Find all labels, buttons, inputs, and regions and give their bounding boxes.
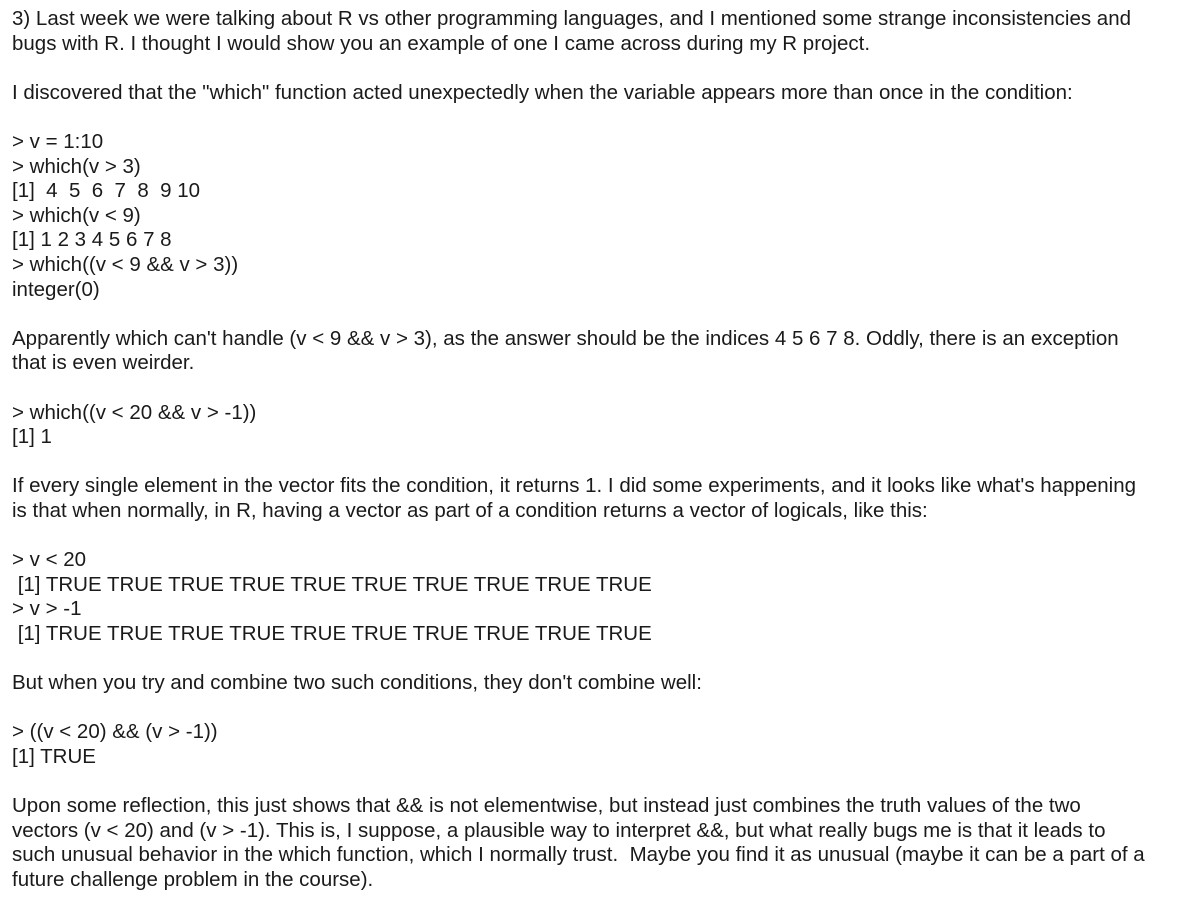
code-block-which — [12, 130, 1192, 302]
paragraph-combine — [12, 671, 1192, 696]
code-line: > which(v < 9) — [12, 203, 141, 227]
paragraph-apparently — [12, 327, 1192, 376]
text-line: future challenge problem in the course). — [12, 867, 374, 891]
text-line: Apparently which can't handle (v < 9 && v > 3), as the answer should be the indices 4 5 6 7 8. Oddly, there is an exception — [12, 326, 1119, 350]
paragraph-experiments — [12, 474, 1192, 523]
text-line: Upon some reflection, this just shows that && is not elementwise, but instead just combines the truth values of the two — [12, 794, 1081, 817]
text-line: bugs with R. I thought I would show you an example of one I came across during my R project. — [12, 31, 871, 55]
code-line: [1] TRUE TRUE TRUE TRUE TRUE TRUE TRUE TRUE TRUE TRUE — [12, 572, 652, 596]
paragraph-intro — [12, 7, 1192, 56]
code-line: [1] TRUE TRUE TRUE TRUE TRUE TRUE TRUE TRUE TRUE TRUE — [12, 621, 652, 645]
text-line: 3) Last week we were talking about R vs other programming languages, and I mentioned some strange inconsistencies and — [12, 7, 1132, 30]
text-line: such unusual behavior in the which function, which I normally trust. Maybe you find it as unusual (maybe it can be a part of a — [12, 843, 1145, 867]
code-line: [1] 1 — [12, 425, 52, 449]
text-line: that is even weirder. — [12, 351, 195, 375]
text-line: But when you try and combine two such conditions, they don't combine well: — [12, 671, 702, 695]
paragraph-discovery — [12, 81, 1192, 106]
code-line: > ((v < 20) && (v > -1)) — [12, 720, 218, 744]
code-line: [1] 1 2 3 4 5 6 7 8 — [12, 228, 172, 252]
text-line: vectors (v < 20) and (v > -1). This is, I suppose, a plausible way to interpret &&, but what really bugs me is that it leads to — [12, 818, 1106, 842]
document-body — [12, 7, 1192, 892]
code-line: > which((v < 20 && v > -1)) — [12, 400, 257, 424]
code-line: > v = 1:10 — [12, 129, 104, 153]
code-line: > which(v > 3) — [12, 154, 141, 178]
code-line: integer(0) — [12, 277, 100, 301]
code-block-logicals — [12, 548, 1192, 646]
code-block-combined — [12, 720, 1192, 769]
paragraph-reflection — [12, 794, 1192, 892]
code-block-exception — [12, 401, 1192, 450]
code-line: > v > -1 — [12, 597, 82, 621]
text-line: I discovered that the "which" function acted unexpectedly when the variable appears more than once in the condition: — [12, 80, 1073, 104]
text-line: If every single element in the vector fits the condition, it returns 1. I did some experiments, and it looks like what's happening — [12, 474, 1137, 498]
code-line: > which((v < 9 && v > 3)) — [12, 252, 239, 276]
code-line: > v < 20 — [12, 548, 87, 572]
code-line: [1] 4 5 6 7 8 9 10 — [12, 179, 201, 203]
text-line: is that when normally, in R, having a vector as part of a condition returns a vector of logicals, like this: — [12, 498, 928, 522]
code-line: [1] TRUE — [12, 744, 96, 768]
